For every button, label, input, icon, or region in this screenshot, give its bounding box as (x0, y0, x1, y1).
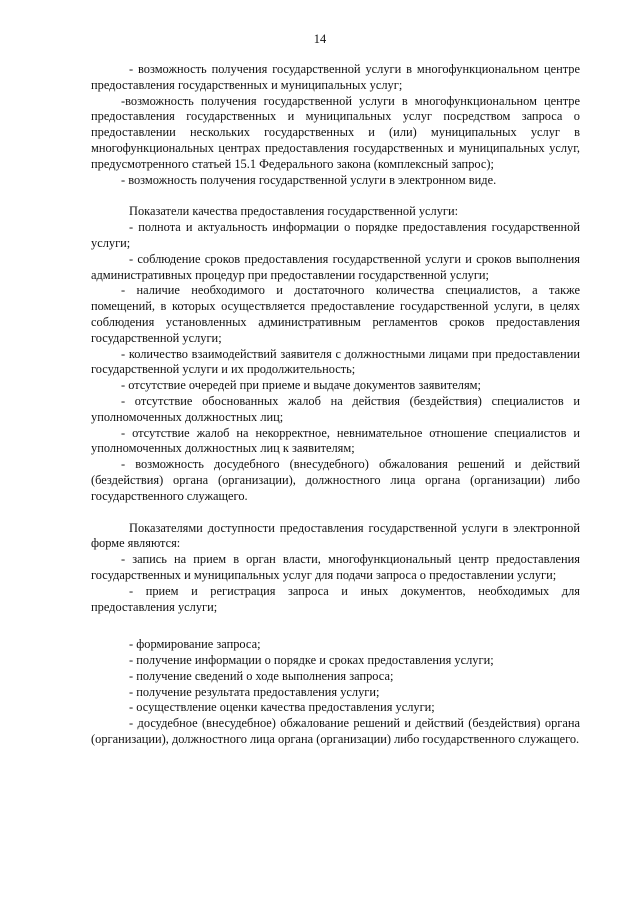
page-number: 14 (313, 32, 327, 46)
list-item: - осуществление оценки качества предоставления услуги; (129, 700, 435, 715)
section-heading: Показатели качества предоставления государственной услуги: (129, 204, 459, 219)
list-item: - получение сведений о ходе выполнения запроса; (129, 668, 394, 683)
list-item: - наличие необходимого и достаточного количества специалистов, а также помещений, в которых осуществляется предоставление государственной услуги, в целях соблюдения установленных административным регламентов сроков предоставления государственной услуги; (91, 283, 580, 345)
list-item: - количество взаимодействий заявителя с должностными лицами при предоставлении государственной услуги и их продолжительность; (91, 346, 580, 377)
section-heading: Показателями доступности предоставления государственной услуги в электронной форме являются: (91, 520, 580, 551)
list-item: - получение результата предоставления услуги; (129, 684, 380, 699)
list-item: - соблюдение сроков предоставления государственной услуги и сроков выполнения административных процедур при предоставлении государственной услуги; (91, 251, 580, 282)
paragraph: -возможность получения государственной услуги в многофункциональном центре предоставления государственных и муниципальных услуг посредством запроса о предоставлении нескольких государственных и (или) муниципальных услуг в многофункциональных центрах предоставления государственных и муниципальных услуг, предусмотренного статьей 15.1 Федерального закона (комплексный запрос); (91, 93, 580, 171)
list-item: - полнота и актуальность информации о порядке предоставления государственной услуги; (91, 220, 580, 250)
list-item: - формирование запроса; (129, 637, 261, 652)
paragraph: - возможность получения государственной услуги в многофункциональном центре предоставления государственных и муниципальных услуг; (91, 62, 580, 92)
document-body (91, 62, 580, 748)
list-item: - досудебное (внесудебное) обжалование решений и действий (бездействия) органа (организации), должностного лица органа (организации) либо государственного служащего. (91, 716, 580, 747)
list-item: - отсутствие жалоб на некорректное, невнимательное отношение специалистов и уполномоченных должностных лиц к заявителям; (91, 425, 580, 456)
paragraph: - возможность получения государственной услуги в электронном виде. (121, 172, 497, 187)
list-item: - отсутствие обоснованных жалоб на действия (бездействия) специалистов и уполномоченных должностных лиц; (91, 393, 580, 424)
list-item: - отсутствие очередей при приеме и выдаче документов заявителям; (121, 378, 481, 393)
list-item: - возможность досудебного (внесудебного) обжалования решений и действий (бездействия) органа (организации), должностного лица органа (организации) либо государственного служащего. (91, 457, 580, 503)
list-item: - прием и регистрация запроса и иных документов, необходимых для предоставления услуги; (91, 583, 580, 614)
list-item: - запись на прием в орган власти, многофункциональный центр предоставления государственных и муниципальных услуг для подачи запроса о предоставлении услуги; (91, 552, 580, 582)
list-item: - получение информации о порядке и сроках предоставления услуги; (129, 653, 494, 668)
